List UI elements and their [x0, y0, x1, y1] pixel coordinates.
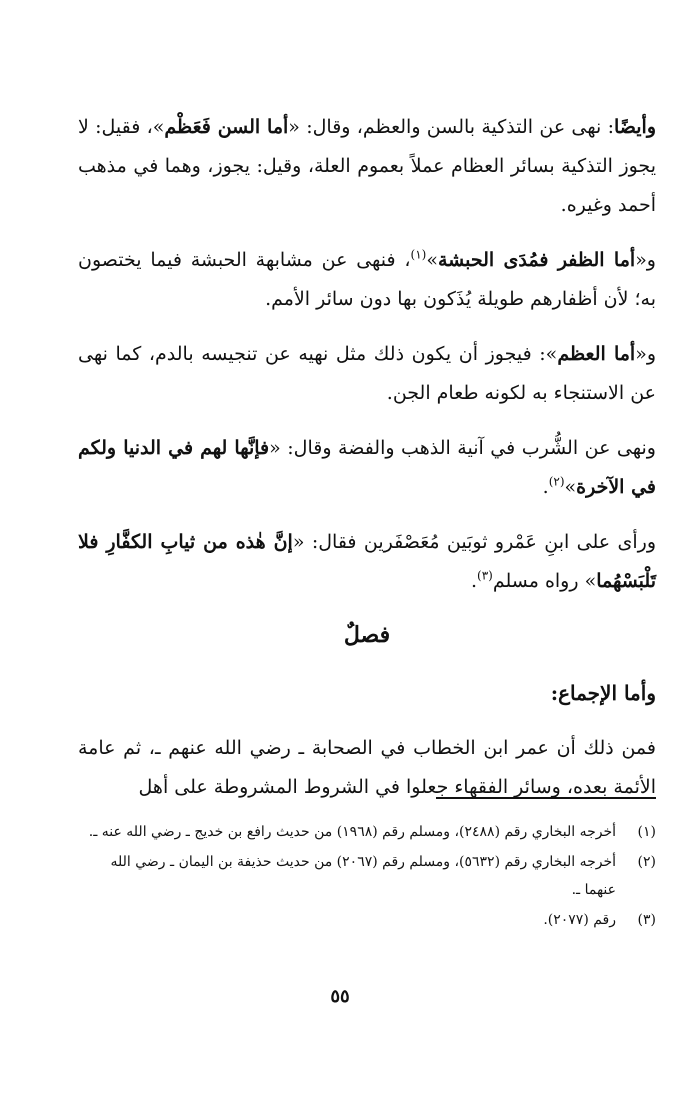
paragraph-lead: ورأى على ابنِ عَمْرو ثوبَين مُعَصْفَرين فقال: «	[292, 531, 656, 553]
hadith-quote: فإنَّها لهم في الدنيا ولكم في الآخرة	[78, 437, 656, 498]
paragraph-lead: ونهى عن الشُّرب في آنية الذهب والفضة وقال: «	[269, 437, 656, 459]
paragraph-nails	[78, 241, 656, 319]
page-number: ٥٥	[330, 986, 350, 1007]
footnote-item	[78, 906, 656, 934]
footnote-reference[interactable]: (٢)	[548, 474, 565, 489]
footnote-item	[78, 848, 656, 904]
paragraph-mid: »	[564, 476, 577, 498]
footnote-text: أخرجه البخاري رقم (٥٦٣٢)، ومسلم رقم (٢٠٦٧) من حديث حذيفة بن اليمان ـ رضي الله عنهما ـ.	[110, 854, 616, 898]
footnote-number: (٢)	[637, 854, 656, 870]
paragraph-tail: ، فنهى عن مشابهة الحبشة فيما يختصون به؛ لأن أظفارهم طويلة يُذَكون بها دون سائر الأمم.	[78, 249, 656, 310]
footnote-divider	[436, 797, 656, 799]
footnote-text: رقم (٢٠٧٧).	[543, 912, 616, 928]
footnote-text: أخرجه البخاري رقم (٢٤٨٨)، ومسلم رقم (١٩٦٨) من حديث رافع بن خديج ـ رضي الله عنه ـ.	[88, 824, 616, 840]
paragraph-lead: و«	[635, 249, 656, 271]
footnotes	[78, 818, 656, 936]
hadith-quote: أما السن فَعَظْم	[164, 116, 289, 138]
paragraph-lead: و«	[635, 343, 657, 365]
paragraph-gold-silver	[78, 429, 656, 507]
footnote-item	[78, 818, 656, 846]
paragraph-teeth-bones	[78, 108, 656, 225]
footnote-number: (٣)	[637, 912, 656, 928]
hadith-quote: أما العظم	[557, 343, 636, 365]
hadith-quote: إنَّ هٰذه من ثيابِ الكفَّارِ فلا تَلْبَسْهُما	[78, 531, 656, 592]
paragraph-mid: » رواه مسلم	[492, 570, 597, 592]
paragraph-garments	[78, 523, 656, 601]
footnote-reference[interactable]: (١)	[410, 247, 427, 262]
paragraph-mid: »	[426, 249, 438, 271]
hadith-quote: أما الظفر فمُدَى الحبشة	[437, 249, 636, 271]
paragraph-tail: .	[470, 570, 478, 592]
footnote-number: (١)	[637, 824, 656, 840]
paragraph-bone	[78, 335, 656, 413]
paragraph-tail: »، فقيل: لا يجوز التذكية بسائر العظام عملاً بعموم العلة، وقيل: يجوز، وهما في مذهب أحمد وغيره.	[78, 116, 656, 216]
paragraph-tail: .	[542, 476, 549, 498]
paragraph-ijma: فمن ذلك أن عمر ابن الخطاب في الصحابة ـ رضي الله عنهم ـ، ثم عامة الأئمة بعده، وسائر الفقهاء جعلوا في الشروط المشروطة على أهل	[78, 737, 656, 798]
ijma-heading: وأما الإجماع:	[550, 681, 656, 705]
section-title: فصلٌ	[343, 622, 391, 648]
page-body	[78, 108, 656, 823]
paragraph-text: : نهى عن التذكية بالسن والعظم، وقال: «	[288, 116, 614, 138]
footnote-reference[interactable]: (٣)	[477, 568, 493, 583]
paragraph-lead: وأيضًا	[614, 116, 657, 138]
paragraph-tail: »: فيجوز أن يكون ذلك مثل نهيه عن تنجيسه بالدم، كما نهى عن الاستنجاء به لكونه طعام الجن.	[78, 343, 656, 404]
